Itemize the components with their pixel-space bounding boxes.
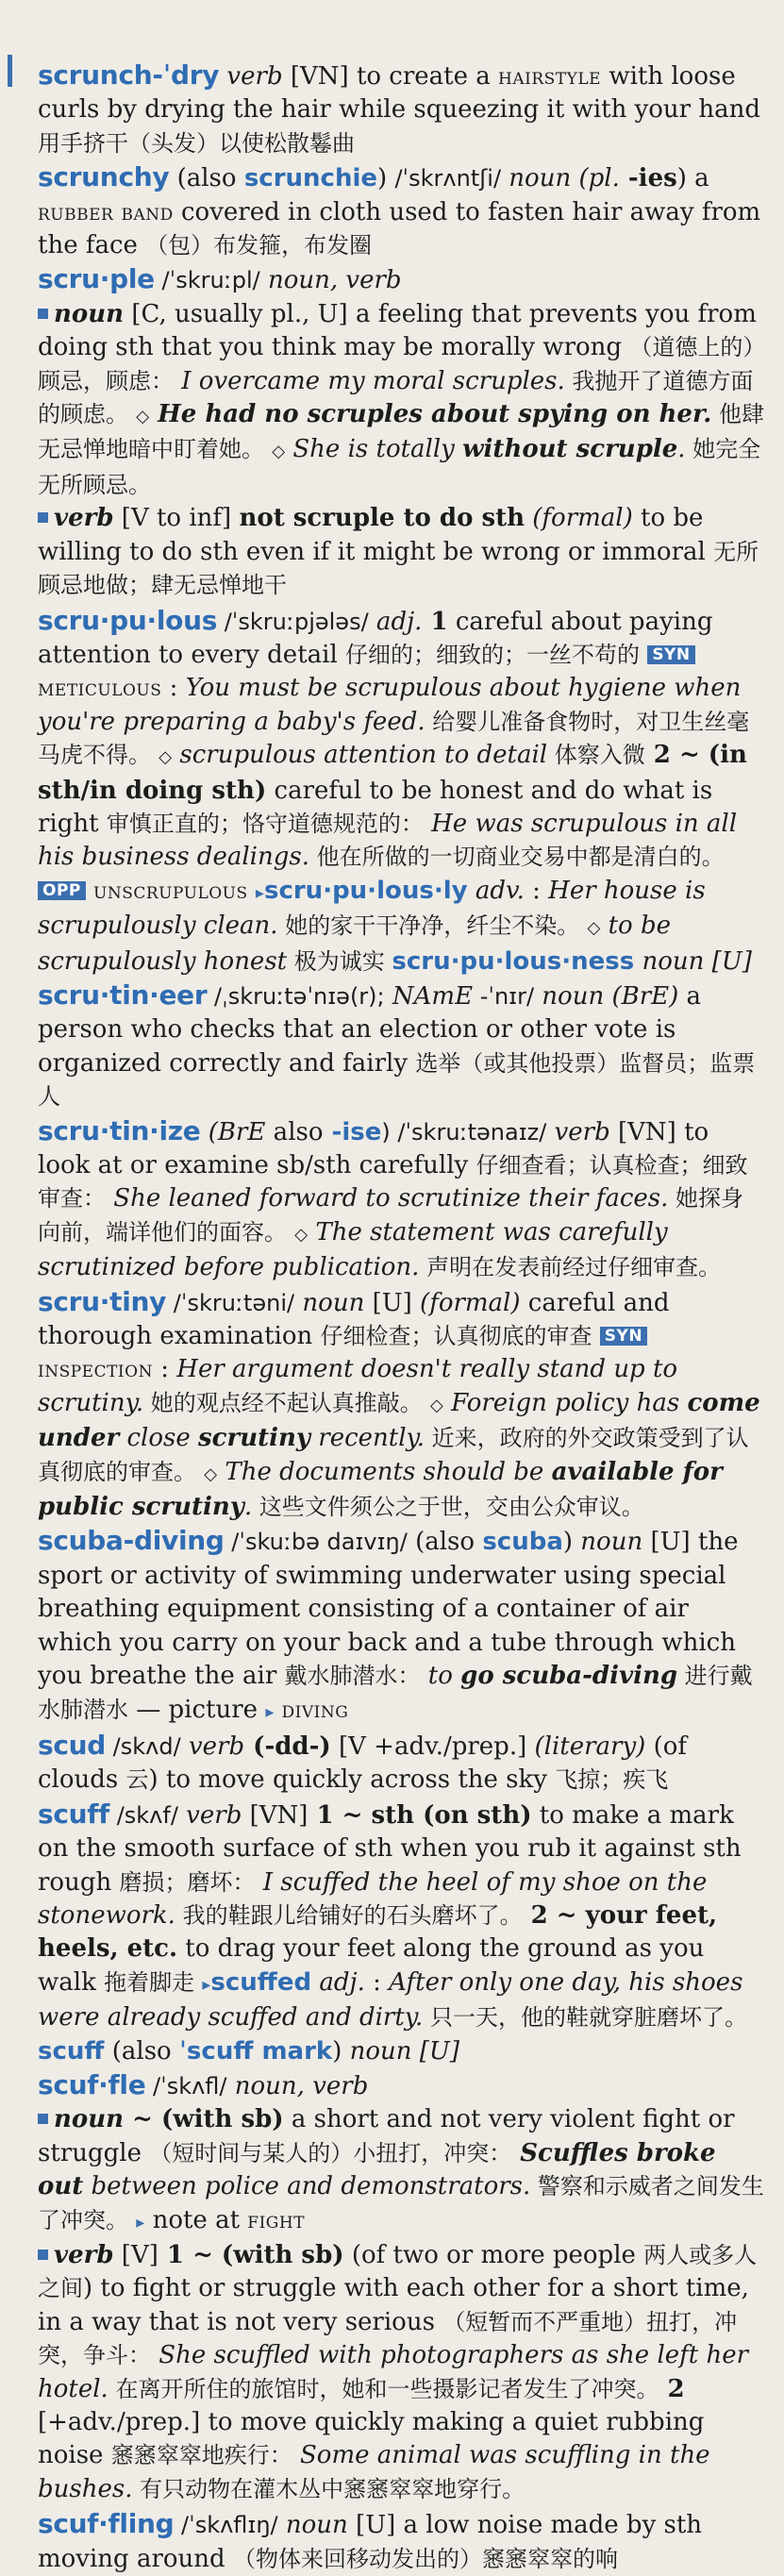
text: : [524,876,549,905]
cross-reference: rubber band [38,198,174,226]
definition: [VN] to look at or examine sb/sth carefully [38,1117,709,1179]
translation: 体察入微 [547,742,645,769]
translation: 仔细检查；认真彻底的审查 [320,1323,592,1350]
translation: 警察和示威者之间发生了冲突。 [38,2173,764,2233]
part-of-speech: adv. [467,876,525,905]
example: I overcame my moral scruples. [174,366,565,395]
variant-headword: ˈscuff mark [178,2036,333,2066]
diamond-icon: ◇ [158,747,173,768]
part-of-speech: noun [277,2511,348,2540]
translation: 进行戴水肺潜水 [38,1663,753,1723]
entry-scrutinize [38,1114,764,1285]
pronunciation: -ˈnɪr/ [473,982,535,1010]
entry-head [38,262,764,297]
synonym: meticulous [38,675,162,702]
part-of-speech: noun [U] [634,946,752,976]
register: (formal) [411,1288,521,1317]
headword: scru·ple [38,263,155,295]
text: also [265,1117,324,1146]
example: Foreign policy has [442,1388,688,1417]
definition: careful about paying attention to every detail [38,607,713,669]
definition: a short and not very violent fight or struggle [38,2105,735,2167]
example: close [119,1424,199,1453]
derivative-headword: scru·pu·lous·ness [392,946,635,976]
dictionary-column [38,59,764,2576]
entry-scrupulous [38,604,764,979]
translation: 声明在发表前经过仔细审查。 [419,1254,722,1281]
synonym: inspection [38,1356,153,1383]
translation: 磨损；磨坏： [119,1868,256,1896]
pattern: ~ your feet, heels, etc. [38,1900,718,1964]
translation: 两人或多人之间 [38,2242,758,2302]
entry-scuffle [38,2068,764,2506]
translation: 只一天，他的鞋就穿脏磨坏了。 [423,2004,747,2032]
text: — picture [128,1695,266,1724]
triangle-icon: ▸ [255,882,264,903]
collocation: scrutiny [198,1424,310,1453]
part-of-speech: adj. [368,607,423,636]
definition: [VN] to create a [290,62,499,91]
sense-number: 2 [644,741,671,770]
inflection: (-dd-) [244,1731,331,1761]
text: ) a [676,164,709,193]
text: (also [407,1528,483,1557]
example: Her house is scrupulously clean. [38,876,706,941]
definition: [C, usually pl., U] a feeling that prevents you from doing sth that you think may be morally wrong [38,299,757,362]
entry-scrunch-dry [38,59,764,160]
pronunciation: ) /ˈskruːtənaɪz/ [381,1118,547,1146]
square-bullet-icon [38,512,48,523]
translation: （道德上的）顾忌，顾虑： [38,334,755,394]
variant-headword: scuba [482,1528,563,1557]
example: . [243,1493,253,1522]
translation: 审慎正直的；恪守道德规范的： [106,810,424,837]
phrase: not scruple to do sth [239,504,525,533]
translation: 近来，政府的外交政策受到了认真彻底的审查。 [38,1425,749,1485]
translation: 她探身向前，端详他们的面容。 [38,1185,744,1246]
definition: to be willing to do sth even if it might be wrong or immoral [38,504,714,566]
diamond-icon: ◇ [294,1224,309,1245]
text: ) [377,164,395,193]
entry-scuff [38,1798,764,2068]
definition: careful to be honest and do what is right [38,776,713,838]
opposite: unscrupulous [85,877,248,904]
definition: (of clouds [38,1731,688,1795]
text: ) [332,2036,342,2066]
triangle-icon: ▸ [202,1974,211,1995]
headword: scru·tin·ize [38,1114,201,1146]
translation: 仔细的；细致的；一丝不苟的 [345,641,641,668]
part-of-speech: verb [180,1731,245,1761]
example: between police and demonstrators. [83,2172,531,2201]
text: : [161,674,186,703]
square-bullet-icon [38,309,48,319]
pronunciation: /skʌf/ [109,1801,178,1829]
part-of-speech: noun, verb [259,266,402,295]
pronunciation: /skʌd/ [106,1732,181,1760]
headword: scuff [38,1798,110,1830]
region-label: (BrE) [604,981,679,1011]
text: : [364,1967,390,1997]
entry-head [38,2068,764,2103]
definition: a person who checks that an election or other vote is organized correctly and fairly [38,981,702,1078]
collocation: go scuba-diving [460,1662,678,1691]
variant-headword: -ise [323,1117,382,1146]
example: I scuffed the heel of my shoe on the stonework. [38,1867,708,1930]
example: scrupulous attention to detail [172,741,548,770]
variant-headword: scrunchie [243,164,378,193]
example: He was scrupulous in all his business dealings. [38,809,738,872]
grammar: [V to inf] [113,504,240,533]
headword: scru·tin·eer [38,979,208,1011]
example: She is totally [285,435,463,464]
entry-scuffling [38,2507,764,2576]
diamond-icon: ◇ [272,442,286,462]
example: recently. [310,1424,425,1453]
square-bullet-icon [38,2114,48,2124]
triangle-icon: ▸ [136,2212,145,2233]
translation: 拖着脚走 [104,1968,195,1996]
sense-label: noun [54,2105,125,2134]
definition: to make a mark on the smooth surface of sth when you rub it against sth rough [38,1800,742,1897]
headword: scud [38,1729,107,1761]
pattern: ~ (with sb) [184,2241,344,2269]
region-label: (BrE [200,1117,266,1146]
register: (literary) [526,1731,646,1761]
entry-scuba-diving [38,1524,764,1728]
translation: 我的鞋跟儿给铺好的石头磨坏了。 [175,1901,523,1929]
entry-scud [38,1729,764,1798]
pronunciation: /ˈskruːpjələs/ [217,608,369,635]
plural-form: -ies [619,164,677,193]
example: The statement was carefully scrutinized before publication. [38,1217,668,1282]
sense-label: verb [54,504,114,533]
definition: to move quickly making a quiet rubbing noise [38,2408,705,2470]
translation: 我抛开了道德方面的顾虑。 [38,367,754,428]
translation: 无所顾忌地做；肆无忌惮地干 [38,538,759,599]
region-label: NAmE [384,981,474,1011]
translation: （短时间与某人的）小扭打，冲突： [149,2139,512,2166]
text: (also [104,2036,179,2066]
definition: to drag your feet along the ground as you walk [38,1934,705,1997]
example: He had no scruples about spying on her. [149,400,712,429]
entry-scrunchy [38,160,764,262]
thumb-index-mark [8,55,12,87]
translation: 在离开所住的旅馆时，她和一些摄影记者发生了冲突。 [108,2375,659,2402]
pronunciation: /ˈskruːpl/ [154,267,260,294]
sense-verb [38,2239,764,2506]
opposite-badge: OPP [38,881,86,900]
translation: 这些文件须公之于世，交由公众审议。 [252,1494,644,1521]
headword: scrunchy [38,161,170,193]
square-bullet-icon [38,2250,48,2260]
pattern: ~ (with sb) [124,2105,284,2134]
derivative-headword: scru·pu·lous·ly [263,876,468,905]
translation: 她完全无所顾忌。 [38,436,761,498]
translation: （物体来回移动发出的）窸窸窣窣的响 [232,2545,618,2572]
example: She leaned forward to scrutinize their faces. [106,1184,669,1213]
pronunciation: /ˌskruːtəˈnɪə(r); [207,982,385,1010]
pronunciation: /ˈskʌflɪŋ/ [174,2512,278,2539]
example: Her argument doesn't really stand up to scrutiny. [38,1355,678,1417]
part-of-speech: noun [294,1288,365,1317]
translation: 戴水肺潜水： [284,1663,421,1690]
collocation: come under [38,1388,760,1453]
collocation: available for public scrutiny [38,1457,723,1522]
collocation: Scuffles broke out [38,2138,716,2201]
part-of-speech: noun, verb [226,2071,369,2100]
headword: scuba-diving [38,1525,225,1557]
example: to [420,1662,461,1691]
part-of-speech: noun [534,981,605,1011]
derivative-headword: scuff [38,2036,105,2066]
part-of-speech: adj. [311,1967,365,1997]
sense-label: verb [54,2241,114,2269]
collocation: without scruple [462,435,678,464]
entry-scruple [38,262,764,602]
translation: 窸窸窣窣地疾行： [110,2442,292,2469]
grammar: [V +adv./prep.] [330,1731,527,1761]
part-of-speech: verb [546,1117,610,1146]
headword: scuf·fling [38,2508,175,2540]
text: ) [562,1528,574,1557]
definition: (of two or more people [343,2241,644,2269]
definition: [U] the sport or activity of swimming underwater using special breathing equipment consisting of a container of air which you carry on your back and a tube through which you breathe the air [38,1528,739,1691]
part-of-speech: noun [U] [342,2036,459,2066]
example: She scuffled with photographers as she left her hotel. [38,2341,749,2403]
example: After only one day, his shoes were already scuffed and dirty. [38,1967,743,2032]
entry-scrutineer [38,979,764,1114]
sense-number: 1 [158,2241,185,2269]
sense-noun [38,2103,764,2239]
text: : [152,1355,177,1384]
sense-number: 1 [308,1800,334,1830]
register: (formal) [525,504,633,533]
pronunciation: /ˈskrʌntʃi/ [394,165,502,192]
part-of-speech: verb [219,62,291,91]
translation: 云 [125,1766,149,1794]
part-of-speech: verb [177,1800,242,1830]
example: You must be scrupulous about hygiene when you're preparing a baby's feed. [38,674,742,736]
headword: scrunch-ˈdry [38,59,220,91]
sense-number: 1 [422,607,448,636]
sense-verb [38,502,764,602]
triangle-icon: ▸ [265,1701,275,1722]
diamond-icon: ◇ [430,1395,443,1415]
translation: 仔细查看；认真检查；细致审查： [38,1152,748,1213]
diamond-icon: ◇ [587,918,601,939]
pattern: ~ sth (on sth) [333,1800,532,1830]
headword: scru·tiny [38,1285,167,1317]
translation: 用手挤干（头发）以使松散鬈曲 [38,129,355,157]
synonym-badge: SYN [647,645,694,664]
example: . [677,435,686,464]
pronunciation: /ˈskuːbə daɪvɪŋ/ [224,1529,408,1556]
definition: covered in cloth used to fasten hair away from the face [38,197,761,260]
translation: 有只动物在灌木丛中窸窸窣窣地穿行。 [132,2475,525,2502]
pronunciation: /ˈskruːtəni/ [166,1289,295,1316]
diamond-icon: ◇ [136,407,150,427]
sense-noun [38,298,764,502]
grammar: [V] [113,2241,158,2269]
translation: （短暂而不严重地）扭打，冲突，争斗： [38,2308,738,2369]
sense-number: 2 [522,1900,548,1930]
example: to be scrupulously honest [38,912,671,976]
translation: 选举（或其他投票）监督员；监票人 [38,1049,756,1111]
pattern: ~ (in sth/in doing sth) [38,741,747,805]
definition: with loose curls by drying the hair while squeezing it with your hand [38,62,761,125]
text: (also [169,164,244,193]
translation: 极为诚实 [287,947,392,975]
translation: 给婴儿准备食物时，对卫生丝毫马虎不得。 [38,708,750,769]
sense-label: noun [54,299,125,328]
derivative-headword: scuffed [210,1967,312,1997]
grammar: [U] [364,1288,412,1317]
entry-scrutiny [38,1285,764,1525]
example: Some animal was scuffling in the bushes. [38,2441,710,2503]
translation: 他肆无忌惮地暗中盯着她。 [38,401,764,463]
part-of-speech: noun (pl. [501,164,620,193]
headword: scuf·fle [38,2068,146,2100]
translation: 她的观点经不起认真推敲。 [143,1389,423,1416]
grammar: [VN] [242,1800,309,1830]
synonym-badge: SYN [600,1327,647,1346]
translation: 她的家干干净净，纤尘不染。 [277,912,580,940]
headword: scru·pu·lous [38,604,218,636]
pronunciation: /ˈskʌfl/ [145,2072,227,2099]
grammar: [+adv./prep.] [38,2408,201,2437]
cross-reference: hairstyle [498,63,602,90]
translation: 他在所做的一切商业交易中都是清白的。 [309,844,725,871]
definition: [U] a low noise made by sth moving around [38,2511,703,2573]
definition: ) to fight or struggle with each other for a short time, in a way that is not very serious [38,2274,749,2336]
sense-number: 2 [659,2374,685,2403]
example: The documents should be [217,1457,552,1486]
definition: careful and thorough examination [38,1288,670,1351]
definition: ) to move quickly across the sky [148,1765,556,1795]
text: note at [144,2205,248,2234]
translation: 飞掠；疾飞 [555,1766,669,1794]
part-of-speech: noun [573,1528,643,1557]
cross-reference: diving [274,1696,349,1723]
diamond-icon: ◇ [204,1464,218,1484]
translation: （包）布发箍，布发圈 [145,232,373,259]
cross-reference: fight [247,2206,306,2233]
